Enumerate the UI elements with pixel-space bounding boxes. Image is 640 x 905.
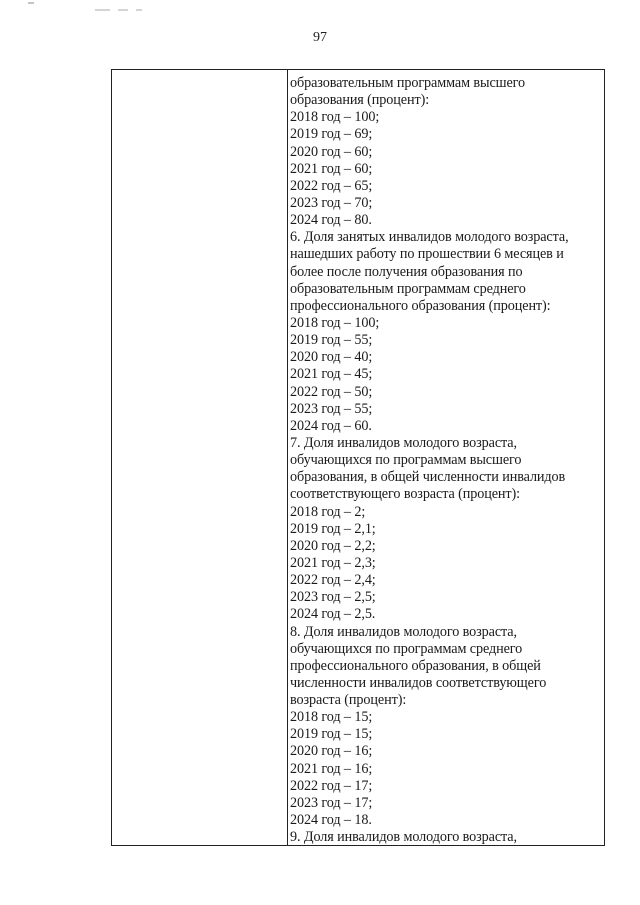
text-line: образовательным программам высшего (290, 75, 526, 91)
text-line: 2024 год – 60. (290, 417, 372, 434)
text-line: 2023 год – 70; (290, 194, 373, 211)
text-line: 2020 год – 40; (290, 349, 373, 366)
text-line: профессионального образования, в общей (290, 657, 541, 674)
text-line: 2023 год – 55; (290, 400, 373, 417)
text-line: образования, в общей численности инвалидов (290, 469, 566, 486)
text-line: 2021 год – 45; (290, 366, 373, 383)
text-line: 2022 год – 50; (290, 383, 373, 400)
text-line: 2020 год – 16; (290, 743, 373, 760)
text-line: 2022 год – 65; (290, 177, 373, 194)
text-line: 2018 год – 2; (290, 503, 366, 520)
text-line: 2021 год – 16; (290, 760, 373, 777)
text-line: 2018 год – 100; (290, 314, 380, 331)
text-line: 2019 год – 2,1; (290, 520, 376, 537)
text-line: 7. Доля инвалидов молодого возраста, (290, 434, 517, 451)
text-line: 2021 год – 60; (290, 160, 373, 177)
text-line: 2024 год – 2,5. (290, 606, 376, 623)
text-line: соответствующего возраста (процент): (290, 486, 520, 503)
text-line: 2018 год – 100; (290, 109, 380, 126)
text-line: 2021 год – 2,3; (290, 554, 376, 571)
text-line: 2020 год – 2,2; (290, 537, 376, 554)
text-line: 8. Доля инвалидов молодого возраста, (290, 623, 517, 640)
text-line: 2019 год – 69; (290, 126, 373, 143)
text-line: 2022 год – 17; (290, 777, 373, 794)
table-right-cell (290, 75, 602, 846)
text-line: 2023 год – 2,5; (290, 589, 376, 606)
text-line: 2019 год – 55; (290, 332, 373, 349)
document-table (111, 69, 605, 846)
text-line: 9. Доля инвалидов молодого возраста, (290, 829, 517, 846)
text-line: 2024 год – 80. (290, 212, 372, 229)
column-divider (287, 70, 288, 845)
text-line: 2023 год – 17; (290, 794, 373, 811)
text-line: обучающихся по программам высшего (290, 452, 522, 469)
text-line: 2024 год – 18. (290, 812, 372, 829)
text-line: образования (процент): (290, 92, 430, 109)
text-line: 2020 год – 60; (290, 143, 373, 160)
text-line: численности инвалидов соответствующего (290, 674, 547, 691)
text-line: 2018 год – 15; (290, 709, 373, 726)
text-line: 2019 год – 15; (290, 726, 373, 743)
text-line: 2022 год – 2,4; (290, 572, 376, 589)
text-line: образовательным программам среднего (290, 280, 526, 297)
scan-artifact-marks (0, 0, 640, 20)
page-number: 97 (313, 30, 327, 45)
text-line: более после получения образования по (290, 263, 523, 280)
text-line: профессионального образования (процент): (290, 297, 551, 314)
text-line: нашедших работу по прошествии 6 месяцев и (290, 246, 564, 263)
text-line: обучающихся по программам среднего (290, 640, 523, 657)
text-line: возраста (процент): (290, 692, 407, 709)
text-line: 6. Доля занятых инвалидов молодого возраста, (290, 229, 569, 246)
